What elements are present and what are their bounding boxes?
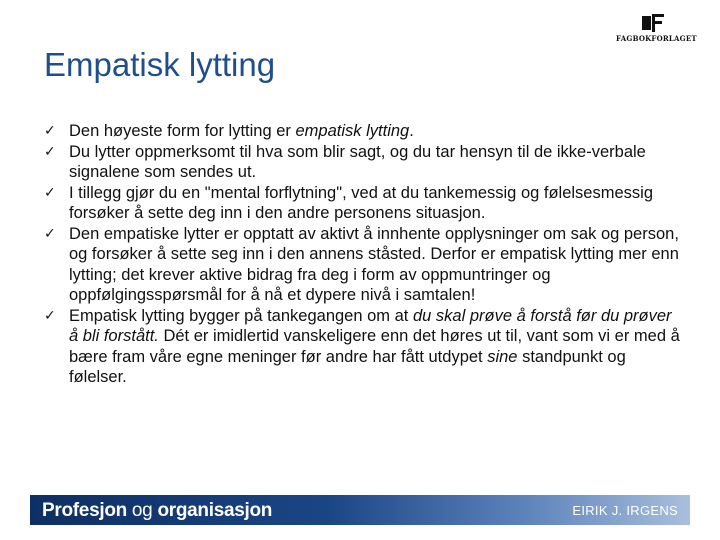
check-icon: ✓ [44,123,56,139]
bullet-text: I tillegg gjør du en "mental forflytning", ved at du tankemessig og følelsesmessig forsøker å sette deg inn i den andre personens situasjon. [69,183,653,222]
logo-text: FAGBOKFORLAGET [616,34,697,43]
footer-title-part2: og [126,500,158,521]
check-icon: ✓ [44,307,56,324]
slide-title: Empatisk lytting [44,46,276,83]
publisher-logo [616,14,697,48]
footer-title-part1: Profesjon [42,500,127,521]
bullet-text: sine [487,347,518,366]
book-logo-icon [642,14,664,32]
bullet-text: du skal prøve å forstå før du prøver å bli forstått. [69,306,672,345]
bullet-text: . [409,122,414,140]
footer-title-part3: organisasjon [157,500,273,521]
footer-banner [30,495,690,525]
check-icon: ✓ [44,184,56,201]
bullet-text: standpunkt og følelser. [69,347,626,386]
bullet-item [44,224,684,306]
bullet-text: Den høyeste form for lytting er [69,122,296,140]
bullet-text: Den empatiske lytter er opptatt av aktivt å innhente opplysninger om sak og person, og forsøker å sette seg inn i den annens ståsted. Derfor er empatisk lytting mer enn lytting; det krever aktive bidrag fra deg i form av oppmuntringer og oppfølgingsspørsmål for å nå et dypere nivå i samtalen! [69,224,679,304]
check-icon: ✓ [44,143,56,160]
bullet-text: Dét er imidlertid vanskeligere enn det høres ut til, vant som vi er med å bære fram våre egne meninger før andre har fått utdypet [69,327,680,366]
bullet-text: empatisk lytting [295,122,410,140]
bullet-item [44,306,684,388]
bullet-text: Empatisk lytting bygger på tankegangen om at [69,306,413,325]
bullet-item [44,142,684,183]
bullet-item [44,121,684,142]
bullet-item [44,183,684,224]
bullet-list [44,121,684,388]
check-icon: ✓ [44,225,56,242]
footer-author: EIRIK J. IRGENS [572,503,678,518]
bullet-text: Du lytter oppmerksomt til hva som blir sagt, og du tar hensyn til de ikke-verbale signalene som sendes ut. [69,142,646,181]
footer-book-title [42,500,272,522]
